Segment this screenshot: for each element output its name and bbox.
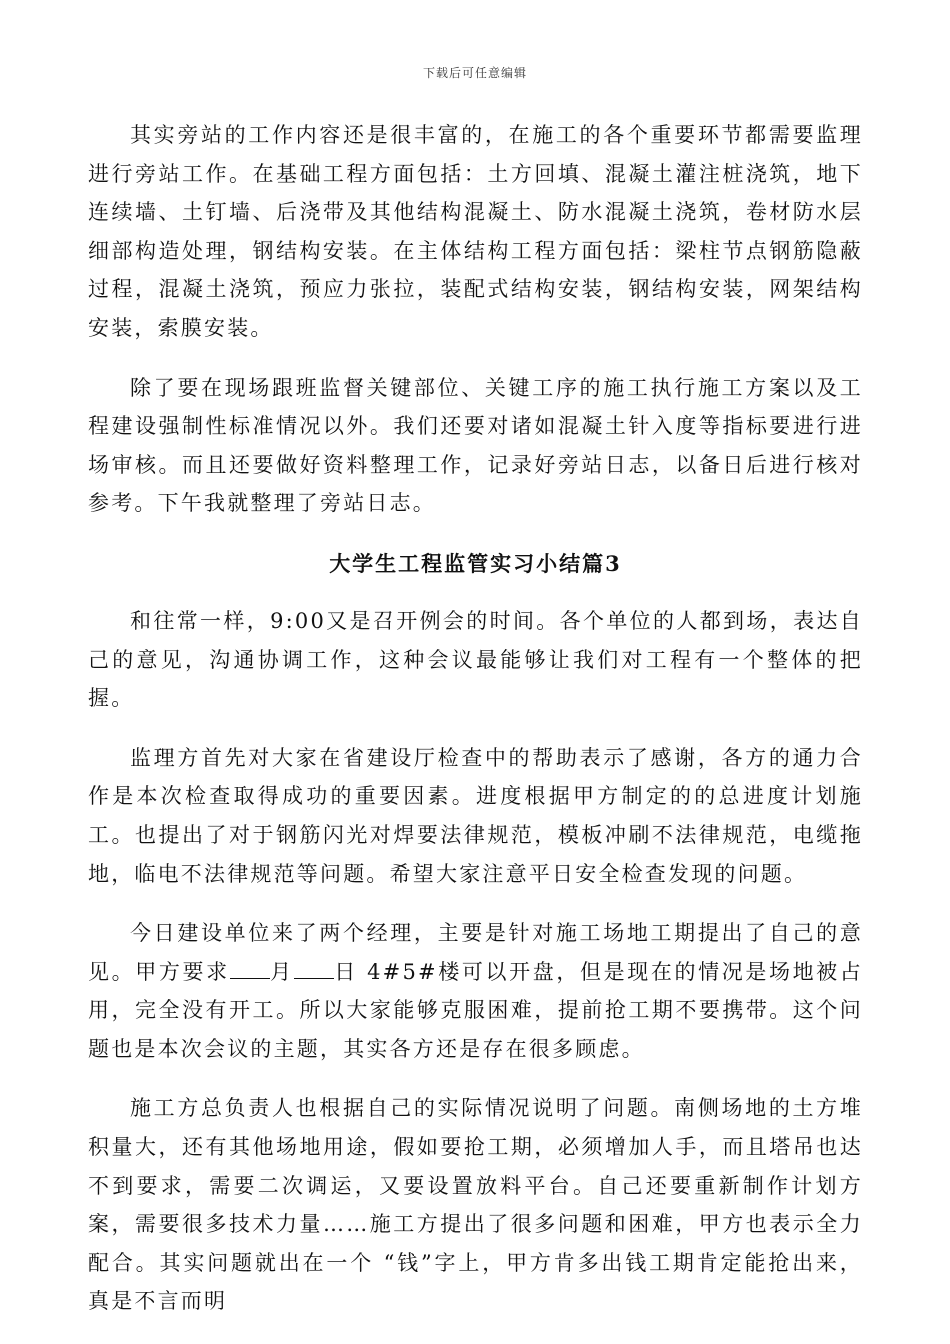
section-heading: 大学生工程监管实习小结篇3 (329, 550, 622, 576)
paragraph-4: 监理方首先对大家在省建设厅检查中的帮助表示了感谢，各方的通力合作是本次检查取得成功的重要因素。进度根据甲方制定的的总进度计划施工。也提出了对于钢筋闪光对焊要法律规范，模板冲刷不法律规范，电缆拖地，临电不法律规范等问题。希望大家注意平日安全检查发现的问题。 (88, 745, 863, 886)
paragraph-5-part-a: 今日建设单位来了两个经理，主要是针对施工场地工期提出了自己的意见。甲方要求 (88, 921, 863, 984)
paragraph-6: 施工方总负责人也根据自己的实际情况说明了问题。南侧场地的土方堆积量大，还有其他场地用途，假如要抢工期，必须增加人手，而且塔吊也达不到要求，需要二次调运，又要设置放料平台。自己还要重新制作计划方案，需要很多技术力量……施工方提出了很多问题和困难，甲方也表示全力配合。其实问题就出在一个 “钱”字上，甲方肯多出钱工期肯定能抢出来，真是不言而明 (88, 1096, 863, 1314)
paragraph-5-part-c: 日 4#5#楼可以开盘，但是现在的情况是场地被占用，完全没有开工。所以大家能够克服困难，提前抢工期不要携带。这个问题也是本次会议的主题，其实各方还是存在很多顾虑。 (88, 959, 864, 1061)
blank-day-field (294, 960, 334, 979)
page-header-note: 下载后可任意编辑 (422, 66, 527, 80)
paragraph-1: 其实旁站的工作内容还是很丰富的，在施工的各个重要环节都需要监理进行旁站工作。在基础工程方面包括：土方回填、混凝土灌注桩浇筑，地下连续墙、土钉墙、后浇带及其他结构混凝土、防水混凝土浇筑，卷材防水层细部构造处理，钢结构安装。在主体结构工程方面包括：梁柱节点钢筋隐蔽过程，混凝土浇筑，预应力张拉，装配式结构安装，钢结构安装，网架结构安装，索膜安装。 (88, 123, 863, 340)
paragraph-2: 除了要在现场跟班监督关键部位、关键工序的施工执行施工方案以及工程建设强制性标准情况以外。我们还要对诸如混凝土针入度等指标要进行进场审核。而且还要做好资料整理工作，记录好旁站日志，以备日后进行核对参考。下午我就整理了旁站日志。 (88, 375, 863, 516)
paragraph-5-part-b: 月 (269, 959, 294, 984)
blank-month-field (230, 960, 270, 979)
paragraph-3: 和往常一样，9:00又是召开例会的时间。各个单位的人都到场，表达自己的意见，沟通协调工作，这种会议最能够让我们对工程有一个整体的把握。 (88, 608, 863, 711)
paragraph-5 (88, 914, 863, 1068)
document-body (88, 116, 863, 1342)
